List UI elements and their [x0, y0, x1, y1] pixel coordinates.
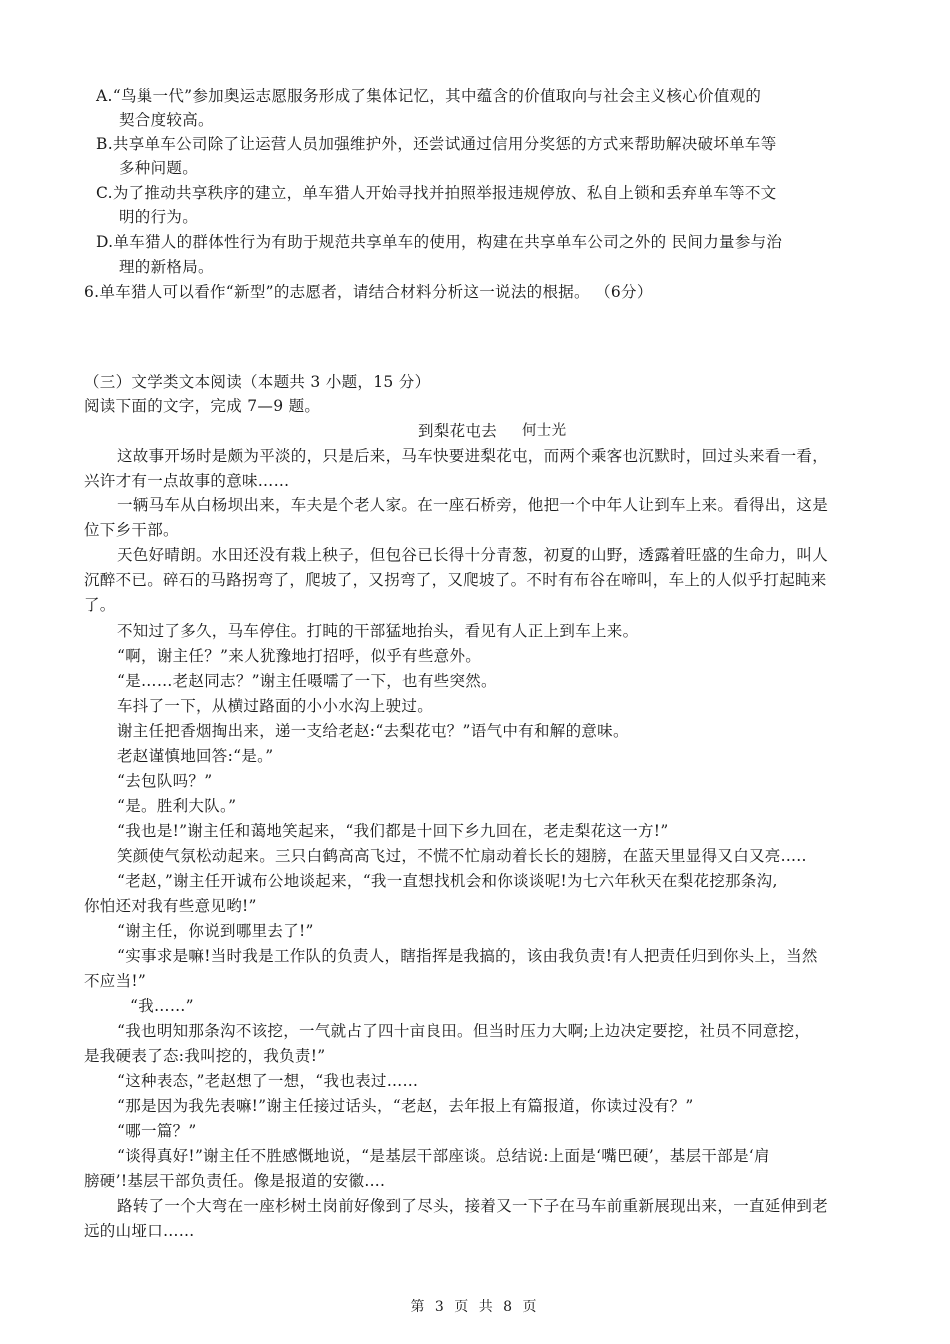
- paragraph-line: 膀硬’!基层干部负责任。像是报道的安徽....: [84, 1172, 386, 1190]
- option-c-line-2: 明的行为。: [119, 208, 199, 226]
- paragraph-line: 位下乡干部。: [84, 521, 179, 539]
- paragraph-line: “我……”: [130, 997, 194, 1015]
- paragraph-line: 车抖了一下，从横过路面的小小水沟上驶过。: [117, 697, 434, 715]
- paragraph-line: 路转了一个大弯在一座杉树土岗前好像到了尽头，接着又一下子在马车前重新展现出来，一直延伸到老: [117, 1197, 829, 1215]
- paragraph-line: “谈得真好!”谢主任不胜感慨地说，“是基层干部座谈。总结说:上面是‘嘴巴硬’，基层干部是‘肩: [117, 1147, 770, 1165]
- paragraph-line: 了。: [84, 596, 116, 614]
- paragraph-line: 谢主任把香烟掏出来，递一支给老赵:“去梨花屯？”语气中有和解的意味。: [117, 722, 629, 740]
- paragraph-line: “谢主任，你说到哪里去了!”: [117, 922, 314, 940]
- option-a-line-2: 契合度较高。: [119, 111, 214, 129]
- paragraph-line: “老赵，”谢主任开诚布公地谈起来，“我一直想找机会和你谈谈呢!为七六年秋天在梨花挖那条沟,: [117, 872, 778, 890]
- paragraph-line: 笑颜使气氛松动起来。三只白鹤高高飞过，不慌不忙扇动着长长的翅膀，在蓝天里显得又白又亮.....: [117, 847, 807, 865]
- paragraph-line: “去包队吗？”: [117, 772, 213, 790]
- paragraph-line: “我也明知那条沟不该挖，一气就占了四十亩良田。但当时压力大啊;上边决定要挖，社员不同意挖，: [117, 1022, 811, 1040]
- paragraph-line: 兴许才有一点故事的意味……: [84, 472, 290, 490]
- option-d-line-1: D.单车猎人的群体性行为有助于规范共享单车的使用，构建在共享单车公司之外的 民间力量参与治: [96, 233, 783, 251]
- option-b-line-2: 多种问题。: [119, 159, 199, 177]
- paragraph-line: 是我硬表了态:我叫挖的，我负责!”: [84, 1047, 326, 1065]
- paragraph-line: “那是因为我先表嘛!”谢主任接过话头，“老赵，去年报上有篇报道，你读过没有？”: [117, 1097, 694, 1115]
- paragraph-line: 不应当!”: [84, 972, 147, 990]
- story-author: 何士光: [522, 423, 567, 439]
- option-a-line-1: A.“鸟巢一代”参加奥运志愿服务形成了集体记忆，其中蕴含的价值取向与社会主义核心价值观的: [96, 87, 762, 105]
- question-6: 6.单车猎人可以看作“新型”的志愿者，请结合材料分析这一说法的根据。 （6分）: [84, 283, 653, 301]
- paragraph-line: 你怕还对我有些意见哟!”: [84, 897, 257, 915]
- paragraph-line: 老赵谨慎地回答:“是。”: [117, 747, 274, 765]
- section-header: （三）文学类文本阅读（本题共 3 小题，15 分）: [84, 373, 431, 391]
- paragraph-line: 天色好晴朗。水田还没有栽上秧子，但包谷已长得十分青葱，初夏的山野，透露着旺盛的生命力，叫人: [117, 546, 829, 564]
- option-d-line-2: 理的新格局。: [119, 258, 214, 276]
- paragraph-line: 一辆马车从白杨坝出来，车夫是个老人家。在一座石桥旁，他把一个中年人让到车上来。看得出，这是: [117, 496, 829, 514]
- paragraph-line: “是。胜利大队。”: [117, 797, 237, 815]
- option-b-line-1: B.共享单车公司除了让运营人员加强维护外，还尝试通过信用分奖惩的方式来帮助解决破坏单车等: [96, 135, 777, 153]
- paragraph-line: “实事求是嘛!当时我是工作队的负责人，瞎指挥是我搞的，该由我负责!有人把责任归到你头上，当然: [117, 947, 818, 965]
- paragraph-line: 远的山垭口……: [84, 1222, 195, 1240]
- page-footer: 第 3 页 共 8 页: [410, 1299, 540, 1315]
- paragraph-line: “这种表态，”老赵想了一想，“我也表过……: [117, 1072, 419, 1090]
- story-title: 到梨花屯去: [418, 422, 498, 440]
- paragraph-line: “哪一篇？”: [117, 1122, 197, 1140]
- paragraph-line: 这故事开场时是颇为平淡的，只是后来，马车快要进梨花屯，而两个乘客也沉默时，回过头来看一看，: [117, 447, 829, 465]
- paragraph-line: “是……老赵同志？”谢主任嗫嚅了一下，也有些突然。: [117, 672, 497, 690]
- paragraph-line: “啊，谢主任？”来人犹豫地打招呼，似乎有些意外。: [117, 647, 482, 665]
- option-c-line-1: C.为了推动共享秩序的建立，单车猎人开始寻找并拍照举报违规停放、私自上锁和丢弃单车等不文: [96, 184, 777, 202]
- paragraph-line: “我也是!”谢主任和蔼地笑起来，“我们都是十回下乡九回在，老走梨花这一方!”: [117, 822, 669, 840]
- paragraph-line: 不知过了多久，马车停住。打盹的干部猛地抬头，看见有人正上到车上来。: [117, 622, 639, 640]
- section-instruction: 阅读下面的文字，完成 7—9 题。: [84, 397, 321, 415]
- paragraph-line: 沉醉不已。碎石的马路拐弯了，爬坡了，又拐弯了，又爬坡了。不时有布谷在啼叫，车上的人似乎打起盹来: [84, 571, 827, 589]
